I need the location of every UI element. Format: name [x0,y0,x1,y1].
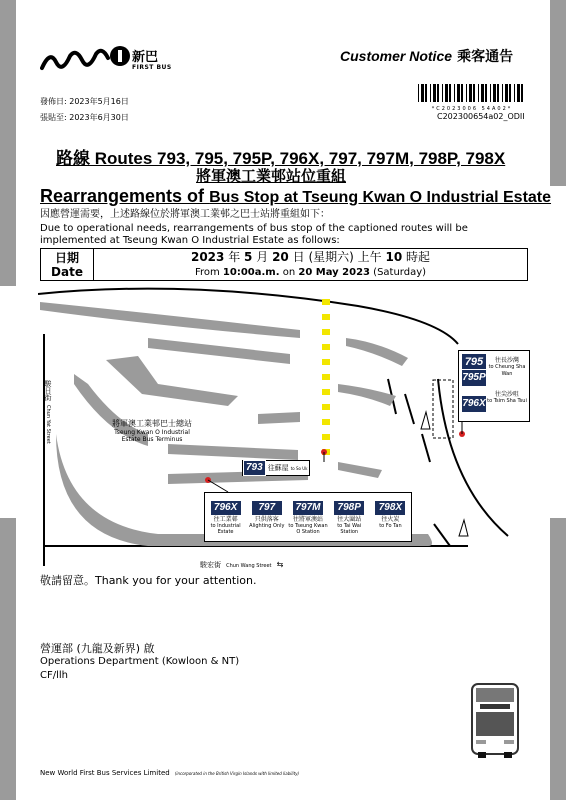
bottom-route-3-cn: 往大圍站 [337,516,362,523]
dest-796x [487,391,527,405]
route-795: 795 [461,353,487,371]
date-day-unit: 日 [292,249,305,264]
notice-cn: 乘客通告 [457,49,514,65]
bottom-route-0-en: to Industrial Estate [210,523,241,535]
left-top-bar [0,0,16,286]
routes-title: 路線 Routes 793, 795, 795P, 796X, 797, 797M, 798P, 798X [56,149,506,168]
date-en-day: (Saturday) [369,266,427,278]
post-until: 張貼至: 2023年6月30日 [40,113,129,122]
issue-date: 發佈日: 2023年5月16日 [40,97,129,106]
bottom-route-2: 797M [292,500,324,516]
route-793-tag [242,460,310,476]
date-en-date: 20 May 2023 [298,266,370,278]
company-line [40,760,299,779]
bottom-route-2-en: to Tseung Kwan O Station [288,523,328,535]
route-793: 793 [243,460,266,476]
date-label-cn: 日期 [54,250,79,265]
date-en-line [94,265,527,280]
terminus-en: Tseung Kwan O Industrial Estate Bus Terminus [114,429,190,443]
date-year: 2023 [190,249,225,264]
two-way-arrow-icon: ⇆ [276,560,284,569]
dest-796x-cn: 往尖沙咀 [494,391,519,398]
bottom-route-1: 797 [251,500,283,516]
bottom-route-1-en: Alighting Only [249,523,285,529]
chun-yat-en: Chun Yat Street [45,405,51,444]
bottom-route-item-4 [370,493,411,541]
barcode-text: *C2023006 54A02* [431,106,513,112]
logo-swoosh-icon [40,40,130,76]
bottom-route-item-1 [246,493,287,541]
date-year-unit: 年 [228,249,241,264]
bottom-route-item-3 [329,493,370,541]
bottom-route-3: 798P [333,500,365,516]
bottom-route-4-en: to Fo Tan [379,523,402,529]
dest-795 [487,357,527,378]
date-day: 20 [272,249,289,264]
date-en-from: From [194,266,223,278]
intro-cn: 因應營運需要，上述路線位於將軍澳工業邨之巴士站將重組如下： [40,209,330,220]
date-month: 5 [244,249,253,264]
bus-stop-map [38,284,530,569]
title-en-part2: Bus Stop at Tseung Kwan O Industrial Estate [209,189,552,206]
ref-initials: CF/llh [40,670,68,681]
reference-number: C202300654a02_ODII [437,112,525,121]
notice-en: Customer Notice [340,48,453,64]
bottom-route-item-2 [287,493,328,541]
brand-cn: 新巴 [132,50,159,65]
intro-en: Due to operational needs, rearrangements of bus stop of the captioned routes will be implemented at Tseung Kwan O Industrial Estate as follows: [40,223,468,246]
bottom-route-0-cn: 往工業邨 [213,516,238,523]
chun-wang-cn: 駿宏街 [200,561,221,569]
company-name: New World First Bus Services Limited [40,769,170,777]
bottom-route-4-cn: 往火炭 [381,516,400,523]
date-en-on: on [279,266,299,278]
right-top-bar [550,0,566,186]
bottom-route-1-cn: 只供落客 [254,516,279,523]
dest-796x-en: to Tsim Sha Tsui [487,398,527,404]
brand-en: FIRST BUS [132,64,172,71]
chun-yat-street-label [44,380,58,444]
barcode [418,84,526,112]
date-month-unit: 月 [256,249,269,264]
date-table [40,248,528,281]
date-label-cell [41,249,94,281]
chun-wang-street-label [200,552,283,571]
thank-you-text: 敬請留意。Thank you for your attention. [40,574,257,587]
bus-illustration [470,682,520,758]
date-en-time: 10:00a.m. [222,266,280,278]
title-en [40,186,551,207]
bus-icon [470,682,520,758]
customer-notice-title [340,46,513,66]
bottom-route-3-en: to Tai Wai Station [337,523,362,535]
date-cn-line [94,250,527,265]
first-bus-logo [40,40,190,80]
title-en-part1: Rearrangements of [40,186,210,206]
bottom-route-4: 798X [374,500,406,516]
route-793-dest-en: to So Uk [290,465,308,471]
bottom-route-box [204,492,412,542]
terminus-cn: 將軍澳工業邨巴士總站 [112,419,192,428]
dept-cn: 營運部 (九龍及新界) 啟 [40,642,155,655]
bottom-route-2-cn: 往將軍澳站 [293,516,324,523]
dept-en: Operations Department (Kowloon & NT) [40,656,240,667]
dest-795-cn: 往長沙灣 [494,357,519,364]
dest-795-en: to Cheung Sha Wan [488,364,526,377]
bottom-route-item-0 [205,493,246,541]
terminus-label [82,418,222,443]
right-route-box [458,350,530,422]
date-label-en: Date [51,264,83,279]
date-time: 10 [385,249,403,264]
chun-wang-en: Chun Wang Street [226,563,272,569]
title-cn: 將軍澳工業邨站位重組 [196,167,347,185]
left-bottom-bar [0,518,16,800]
date-weekday: (星期六) 上午 [308,249,382,264]
route-795p: 795P [461,369,487,387]
company-note: (incorporated in the British Virgin Islands with limited liability) [174,771,300,776]
date-start: 時起 [406,249,431,264]
bottom-route-0: 796X [210,500,242,516]
barcode-icon [418,84,526,102]
route-796x-right: 796X [461,395,487,413]
date-value-cell [94,249,528,281]
route-793-dest-cn: 往蘇屋 [267,464,289,472]
chun-yat-cn: 駿日街 [44,380,52,401]
right-bottom-bar [550,518,566,800]
